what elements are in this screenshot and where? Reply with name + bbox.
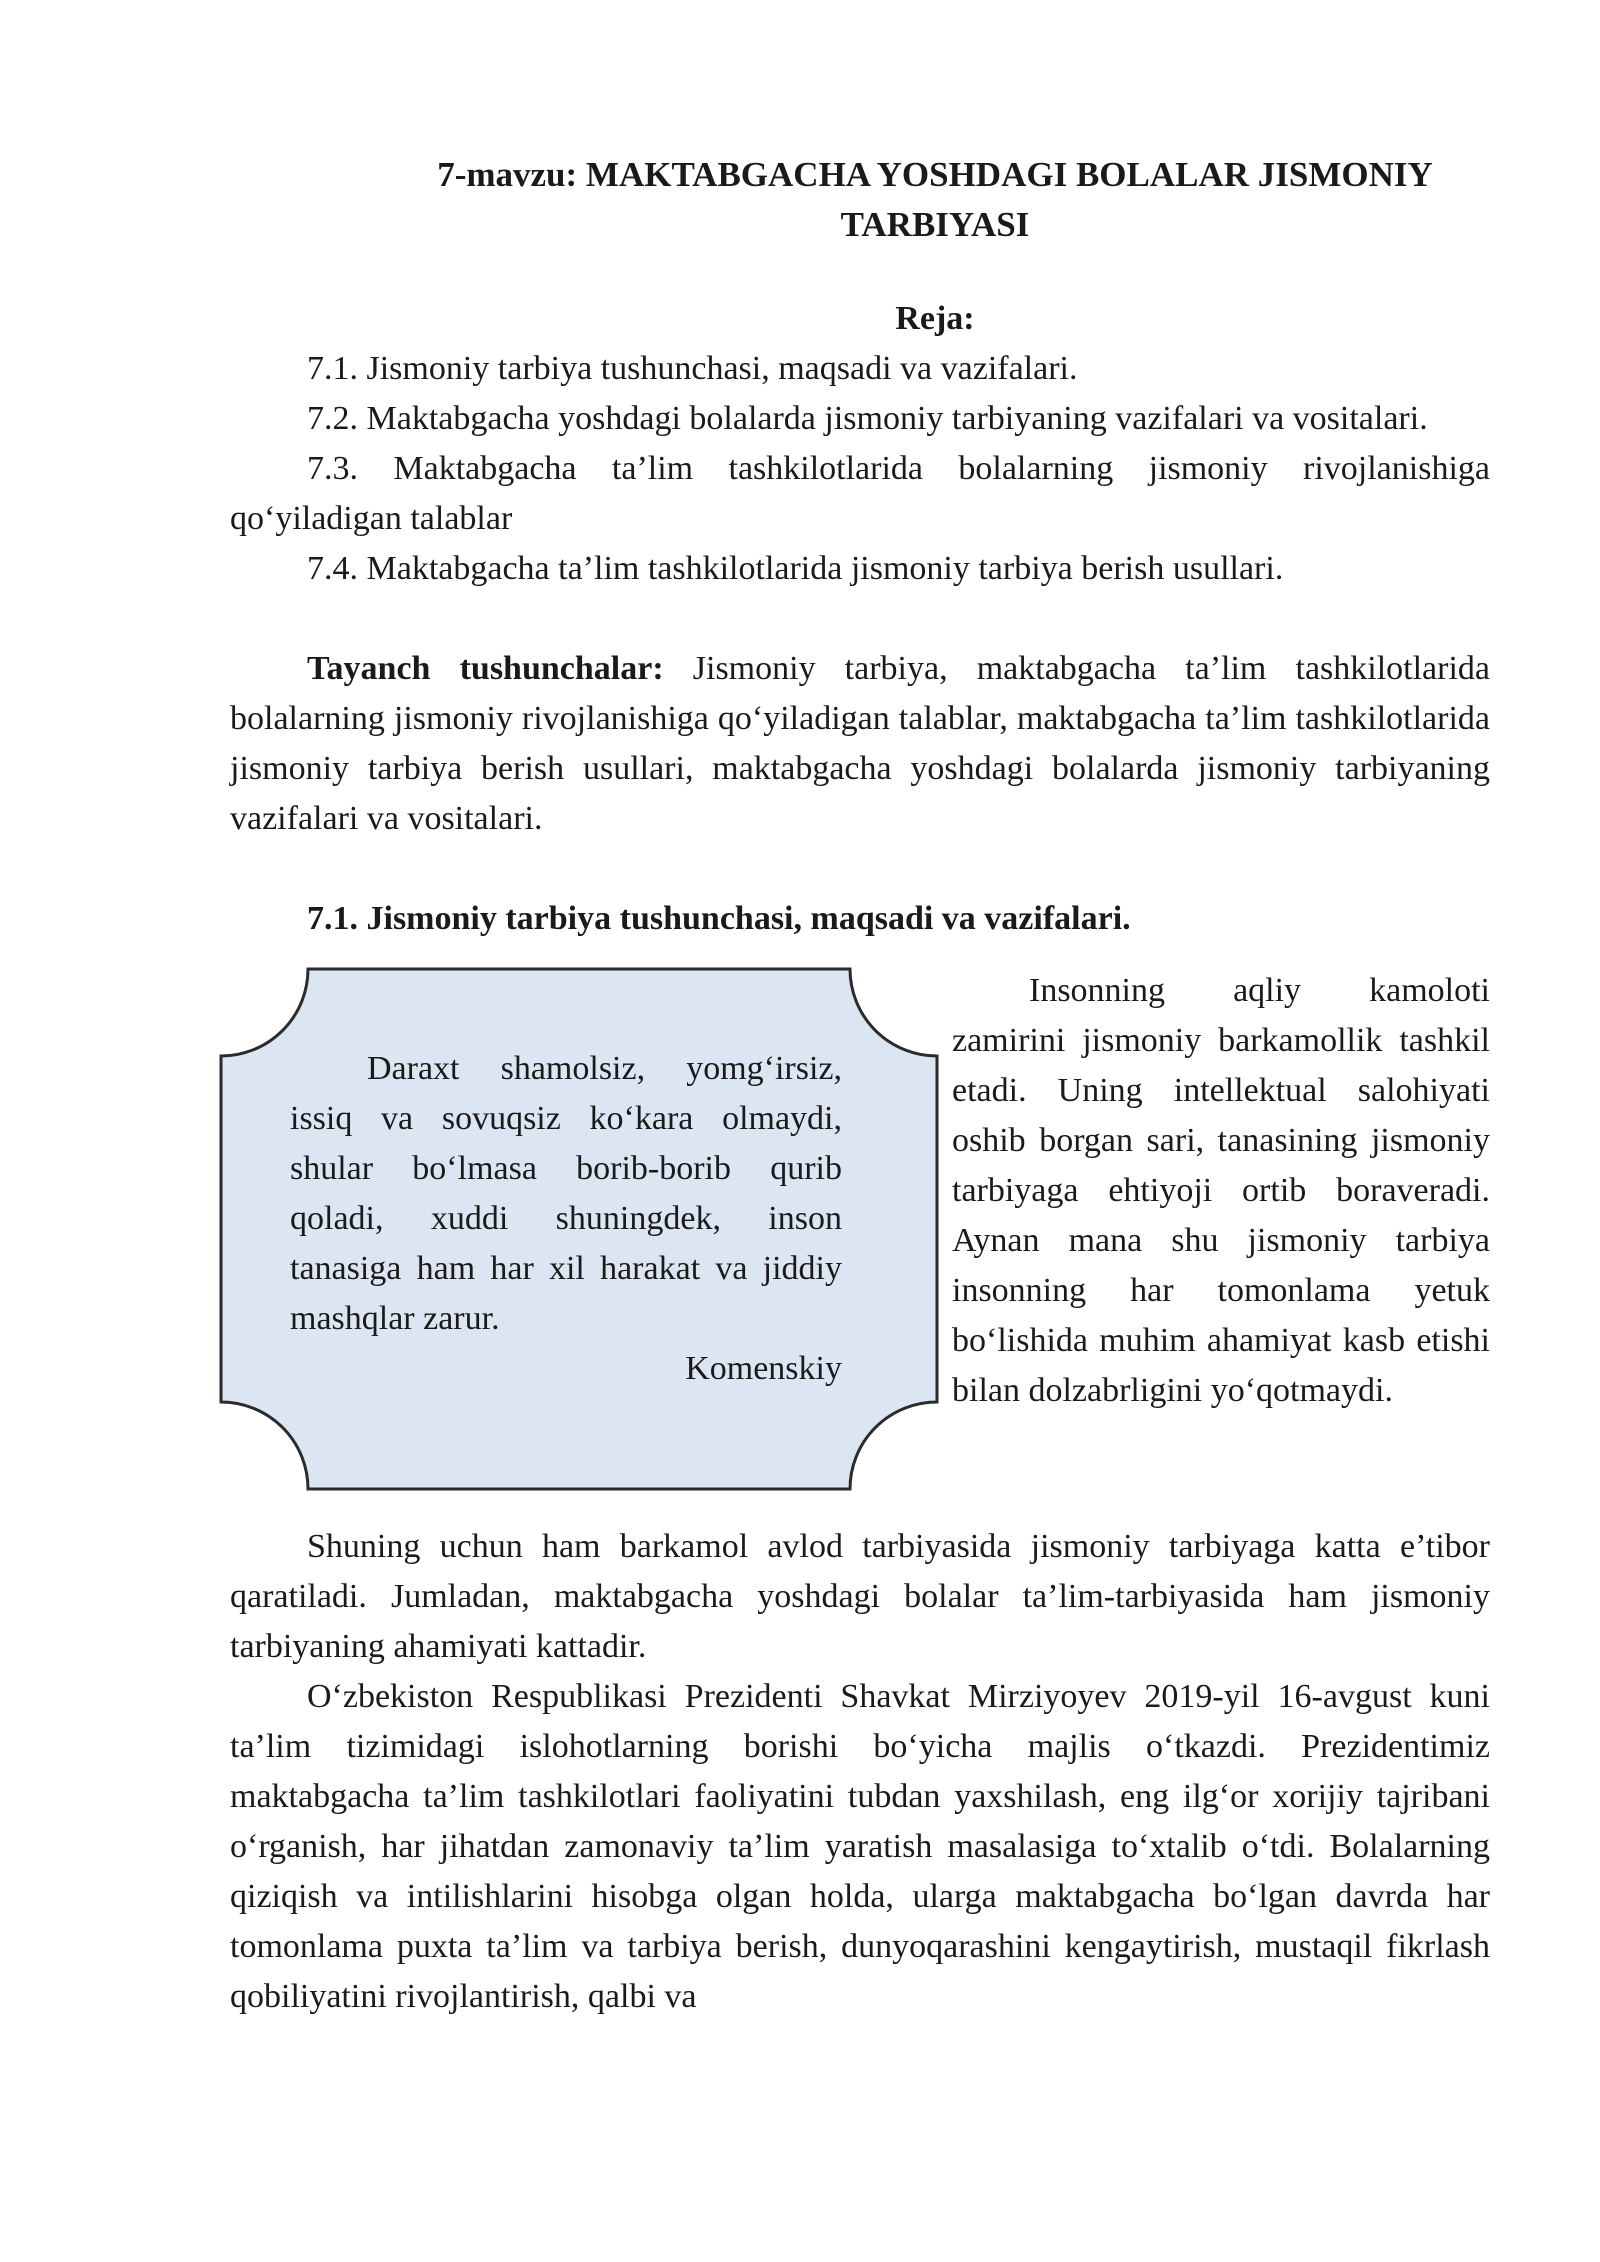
- plan-list: [230, 344, 1490, 594]
- key-concepts-label: Tayanch tushunchalar:: [307, 650, 664, 687]
- plan-item: 7.3. Maktabgacha ta’lim tashkilotlarida bolalarning jismoniy rivojlanishiga qo‘yiladigan talablar: [230, 450, 1490, 537]
- spacer: [230, 594, 1490, 644]
- plan-item: 7.2. Maktabgacha yoshdagi bolalarda jismoniy tarbiyaning vazifalari va vositalari.: [307, 400, 1428, 437]
- key-concepts-paragraph: [230, 644, 1490, 844]
- topic-title-line-1: 7-mavzu: MAKTABGACHA YOSHDAGI BOLALAR JISMONIY: [437, 155, 1433, 194]
- quote-box: [218, 966, 940, 1492]
- topic-title-line-2: TARBIYASI: [840, 205, 1030, 244]
- quote-text: Daraxt shamolsiz, yomg‘irsiz, issiq va sovuqsiz ko‘kara olmaydi, shular bo‘lmasa borib-borib qurib qoladi, xuddi shuningdek, inson tanasiga ham har xil harakat va jiddiy mashqlar zarur.: [290, 1050, 842, 1337]
- document-page: [230, 150, 1490, 2022]
- quote-author: Komenskiy: [685, 1350, 842, 1387]
- topic-title: [230, 150, 1490, 250]
- body-paragraph: Shuning uchun ham barkamol avlod tarbiyasida jismoniy tarbiyaga katta e’tibor qaratiladi. Jumladan, maktabgacha yoshdagi bolalar ta’lim-tarbiyasida ham jismoniy tarbiyaning ahamiyati kattadir.: [230, 1528, 1490, 1665]
- quote-content: [290, 1044, 842, 1394]
- plan-item: 7.4. Maktabgacha ta’lim tashkilotlarida jismoniy tarbiya berish usullari.: [307, 550, 1284, 587]
- plan-item: 7.1. Jismoniy tarbiya tushunchasi, maqsadi va vazifalari.: [307, 350, 1078, 387]
- quote-and-text-block: [230, 966, 1490, 1522]
- section-heading: 7.1. Jismoniy tarbiya tushunchasi, maqsadi va vazifalari.: [307, 900, 1131, 937]
- key-concepts-text: Jismoniy tarbiya, maktabgacha ta’lim tashkilotlarida bolalarning jismoniy rivojlanishiga qo‘yiladigan talablar, maktabgacha ta’lim tashkilotlarida jismoniy tarbiya berish usullari, maktabgacha yoshdagi bolalarda jismoniy tarbiyaning vazifalari va vositalari.: [230, 650, 1490, 837]
- side-text-column: [952, 966, 1490, 1416]
- side-paragraph: Insonning aqliy kamoloti zamirini jismoniy barkamollik tashkil etadi. Uning intellektual salohiyati oshib borgan sari, tanasining jismoniy tarbiyaga ehtiyoji ortib boraveradi. Aynan mana shu jismoniy tarbiya insonning har tomonlama yetuk bo‘lishida muhim ahamiyat kasb etishi bilan dolzabrligini yo‘qotmaydi.: [952, 972, 1490, 1409]
- plan-heading: Reja:: [895, 300, 975, 337]
- spacer: [230, 844, 1490, 894]
- body-paragraph: O‘zbekiston Respublikasi Prezidenti Shavkat Mirziyoyev 2019-yil 16-avgust kuni ta’lim tizimidagi islohotlarning borishi bo‘yicha majlis o‘tkazdi. Prezidentimiz maktabgacha ta’lim tashkilotlari faoliyatini tubdan yaxshilash, eng ilg‘or xorijiy tajribani o‘rganish, har jihatdan zamonaviy ta’lim yaratish masalasiga to‘xtalib o‘tdi. Bolalarning qiziqish va intilishlarini hisobga olgan holda, ularga maktabgacha bo‘lgan davrda har tomonlama puxta ta’lim va tarbiya berish, dunyoqarashini kengaytirish, mustaqil fikrlash qobiliyatini rivojlantirish, qalbi va: [230, 1678, 1490, 2015]
